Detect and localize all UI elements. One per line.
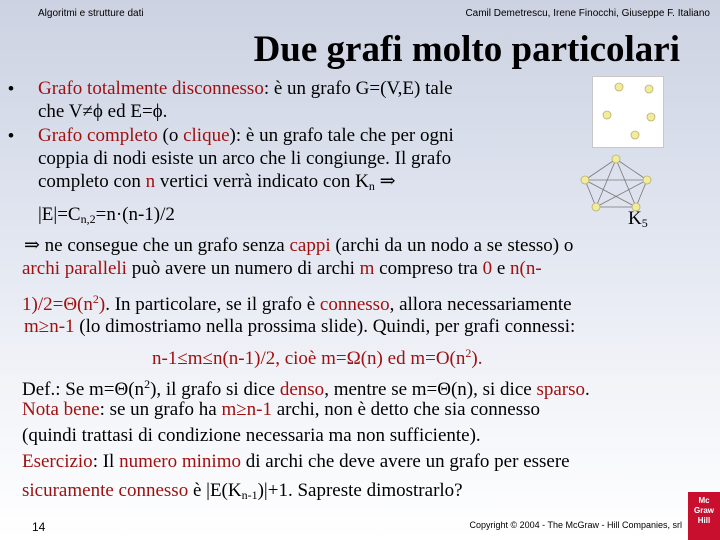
highlighted-term: connesso	[319, 294, 390, 315]
header-authors: Camil Demetrescu, Irene Finocchi, Giuseppe F. Italiano	[465, 8, 710, 19]
highlighted-term: m≥n-1	[24, 316, 75, 337]
text-run: n	[368, 179, 375, 193]
graph-node	[631, 131, 639, 139]
text-run: ⇒ ne consegue che un grafo senza	[24, 235, 290, 256]
logo-line: Hill	[697, 516, 711, 525]
paragraph-line	[152, 342, 482, 370]
highlighted-term: 2	[92, 292, 99, 306]
copyright-notice: Copyright © 2004 - The McGraw - Hill Companies, srl	[469, 520, 682, 530]
text-run: |E|=C	[38, 204, 81, 225]
highlighted-term: clique	[183, 125, 230, 146]
text-run: e	[492, 258, 511, 279]
highlighted-term: 0	[482, 258, 493, 279]
highlighted-term: 1)/2=Θ(n	[22, 294, 93, 315]
text-run: ), il grafo si dice	[150, 379, 280, 400]
k5-subscript: 5	[641, 216, 648, 230]
bullet-line	[38, 204, 175, 230]
bullet-marker: •	[8, 79, 14, 98]
graph-node	[581, 176, 589, 184]
complete-graph-figure	[576, 152, 656, 214]
paragraph-line	[24, 316, 575, 338]
text-run: archi, non è detto che sia connesso	[272, 399, 541, 420]
graph-node	[592, 203, 600, 211]
text-run: vertici verrà indicato con K	[155, 171, 369, 192]
paragraph-line	[22, 480, 463, 506]
graph-node	[615, 83, 623, 91]
text-run: : se un grafo ha	[99, 399, 222, 420]
text-run: è |E(K	[188, 480, 242, 501]
text-run: può avere un numero di archi	[126, 258, 360, 279]
k5-letter: K	[628, 208, 642, 229]
text-run: n-1	[241, 488, 258, 502]
mcgraw-hill-logo	[688, 492, 720, 540]
text-run: .	[585, 379, 590, 400]
highlighted-term: Nota bene	[22, 399, 100, 420]
text-run: =n·(n-1)/2	[95, 204, 175, 225]
bullet-line	[38, 78, 453, 100]
highlighted-term: ).	[471, 348, 483, 369]
text-run: , mentre se m=Θ(n), si dice	[324, 379, 537, 400]
bullet-marker: •	[8, 126, 14, 145]
highlighted-term: Grafo totalmente disconnesso	[38, 78, 264, 99]
highlighted-term: n(n-	[510, 258, 542, 279]
bullet-line	[38, 101, 167, 123]
k5-label	[628, 208, 648, 231]
text-run: (archi da un nodo a se stesso) o	[330, 235, 574, 256]
graph-node	[612, 155, 620, 163]
paragraph-line	[24, 235, 573, 257]
disconnected-graph-svg	[593, 77, 665, 149]
text-run: (lo dimostriamo nella prossima slide). Quindi, per grafi connessi:	[74, 316, 576, 337]
highlighted-term: sicuramente connesso	[22, 480, 189, 501]
text-run: coppia di nodi esiste un arco che li congiunge. Il grafo	[38, 148, 452, 169]
highlighted-term: numero minimo	[119, 451, 241, 472]
highlighted-term: m	[359, 258, 375, 279]
text-run: , allora necessariamente	[389, 294, 572, 315]
bullet-line	[38, 148, 451, 170]
slide-title: Due grafi molto particolari	[253, 29, 680, 70]
paragraph-line	[22, 451, 570, 473]
text-run: : Il	[92, 451, 120, 472]
text-run: )|+1. Sapreste dimostrarlo?	[257, 480, 463, 501]
highlighted-term: archi paralleli	[22, 258, 127, 279]
paragraph-line	[22, 258, 542, 280]
highlighted-term: Esercizio	[22, 451, 93, 472]
highlighted-term: m≥n-1	[221, 399, 272, 420]
graph-node	[645, 85, 653, 93]
highlighted-term: 2	[465, 346, 472, 360]
text-run: . In particolare, se il grafo è	[105, 294, 320, 315]
text-run: che V≠ϕ ed E=ϕ.	[38, 101, 168, 122]
highlighted-term: denso	[279, 379, 325, 400]
text-run: compreso tra	[374, 258, 483, 279]
logo-line: Mc	[698, 496, 710, 505]
bullet-line	[38, 171, 395, 197]
text-run: ): è un grafo tale che per ogni	[229, 125, 454, 146]
logo-line: Graw	[693, 506, 714, 515]
text-run: : è un grafo G=(V,E) tale	[263, 78, 453, 99]
highlighted-term: Grafo completo	[38, 125, 158, 146]
highlighted-term: cappi	[289, 235, 331, 256]
paragraph-line	[22, 425, 481, 447]
text-run: (quindi trattasi di condizione necessaria ma non sufficiente).	[22, 425, 481, 446]
paragraph-line	[22, 373, 590, 401]
highlighted-term: sparso	[536, 379, 586, 400]
graph-node	[603, 111, 611, 119]
text-run: completo con	[38, 171, 146, 192]
header-course: Algoritmi e strutture dati	[38, 8, 144, 19]
graph-node	[643, 176, 651, 184]
complete-graph-svg	[576, 152, 656, 214]
text-run: Def.: Se m=Θ(n	[22, 379, 145, 400]
highlighted-term: n	[145, 171, 156, 192]
bullet-line	[38, 125, 454, 147]
text-run: ⇒	[374, 171, 396, 192]
highlighted-term: )	[98, 294, 106, 315]
text-run: 2	[144, 377, 151, 391]
text-run: n,2	[80, 212, 96, 226]
text-run: (o	[157, 125, 184, 146]
slide-number: 14	[32, 520, 46, 534]
graph-node	[647, 113, 655, 121]
highlighted-term: n-1≤m≤n(n-1)/2, cioè m=Ω(n) ed m=O(n	[152, 348, 466, 369]
paragraph-line	[22, 399, 540, 421]
paragraph-line	[22, 288, 572, 316]
text-run: di archi che deve avere un grafo per essere	[240, 451, 570, 472]
disconnected-graph-figure	[592, 76, 664, 148]
